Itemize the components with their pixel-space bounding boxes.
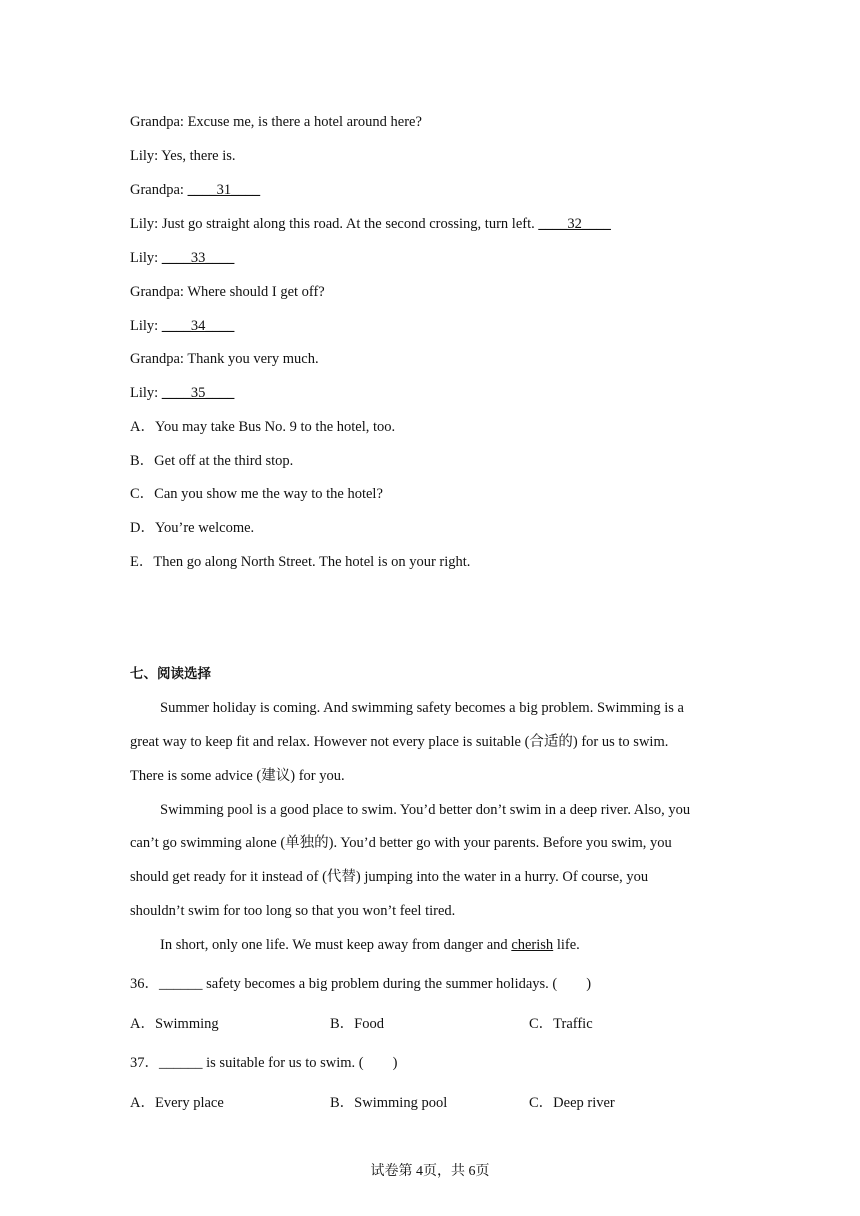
speaker: Lily: bbox=[130, 250, 162, 266]
dialogue-line bbox=[130, 181, 260, 199]
passage-line bbox=[160, 936, 580, 954]
passage-line: Swimming pool is a good place to swim. You’d better don’t swim in a deep river. Also, you bbox=[160, 802, 691, 818]
speaker: Lily: bbox=[130, 385, 162, 401]
dialogue-option: D．You’re welcome. bbox=[130, 520, 255, 536]
question-37-option-c: C．Deep river bbox=[529, 1095, 615, 1111]
question-37-option-b: B．Swimming pool bbox=[330, 1095, 448, 1111]
dialogue-option: C．Can you show me the way to the hotel? bbox=[130, 486, 383, 502]
dialogue-option: E．Then go along North Street. The hotel is on your right. bbox=[130, 554, 471, 570]
blank-33: ____33____ bbox=[161, 250, 235, 266]
dialogue-line: Grandpa: Where should I get off? bbox=[130, 284, 325, 300]
question-36-option-b: B．Food bbox=[330, 1016, 384, 1032]
passage-line: There is some advice (建议) for you. bbox=[130, 768, 345, 784]
blank-32: ____32____ bbox=[538, 216, 611, 232]
passage-line: great way to keep fit and relax. However not every place is suitable (合适的) for us to swim. bbox=[130, 734, 669, 750]
dialogue-line bbox=[130, 215, 611, 233]
underlined-word: cherish bbox=[511, 937, 554, 953]
speaker: Lily: bbox=[130, 318, 162, 334]
dialogue-text: Lily: Just go straight along this road. At the second crossing, turn left. bbox=[130, 216, 539, 232]
blank-31: ____31____ bbox=[187, 182, 261, 198]
dialogue-line: Lily: Yes, there is. bbox=[130, 148, 236, 164]
dialogue-line bbox=[130, 317, 234, 335]
passage-text: life. bbox=[553, 937, 580, 953]
section-title: 七、阅读选择 bbox=[130, 666, 211, 682]
blank-35: ____35____ bbox=[161, 385, 235, 401]
question-36-option-a: A．Swimming bbox=[130, 1016, 219, 1032]
dialogue-line bbox=[130, 384, 234, 402]
passage-text: In short, only one life. We must keep away from danger and bbox=[160, 937, 512, 953]
passage-line: can’t go swimming alone (单独的). You’d better go with your parents. Before you swim, you bbox=[130, 835, 672, 851]
question-36-option-c: C．Traffic bbox=[529, 1016, 593, 1032]
dialogue-line: Grandpa: Thank you very much. bbox=[130, 351, 319, 367]
dialogue-option: A．You may take Bus No. 9 to the hotel, too. bbox=[130, 419, 396, 435]
question-37: 37．______ is suitable for us to swim. ( ) bbox=[130, 1055, 398, 1071]
passage-line: shouldn’t swim for too long so that you won’t feel tired. bbox=[130, 903, 456, 919]
dialogue-option: B．Get off at the third stop. bbox=[130, 453, 294, 469]
blank-34: ____34____ bbox=[161, 318, 235, 334]
question-37-option-a: A．Every place bbox=[130, 1095, 224, 1111]
passage-line: should get ready for it instead of (代替) jumping into the water in a hurry. Of course, you bbox=[130, 869, 649, 885]
page-footer: 试卷第 4页，共 6页 bbox=[370, 1164, 490, 1179]
dialogue-line: Grandpa: Excuse me, is there a hotel around here? bbox=[130, 114, 422, 130]
dialogue-line bbox=[130, 249, 234, 267]
passage-line: Summer holiday is coming. And swimming safety becomes a big problem. Swimming is a bbox=[160, 700, 684, 716]
question-36: 36．______ safety becomes a big problem during the summer holidays. ( ) bbox=[130, 976, 592, 992]
speaker: Grandpa: bbox=[130, 182, 188, 198]
